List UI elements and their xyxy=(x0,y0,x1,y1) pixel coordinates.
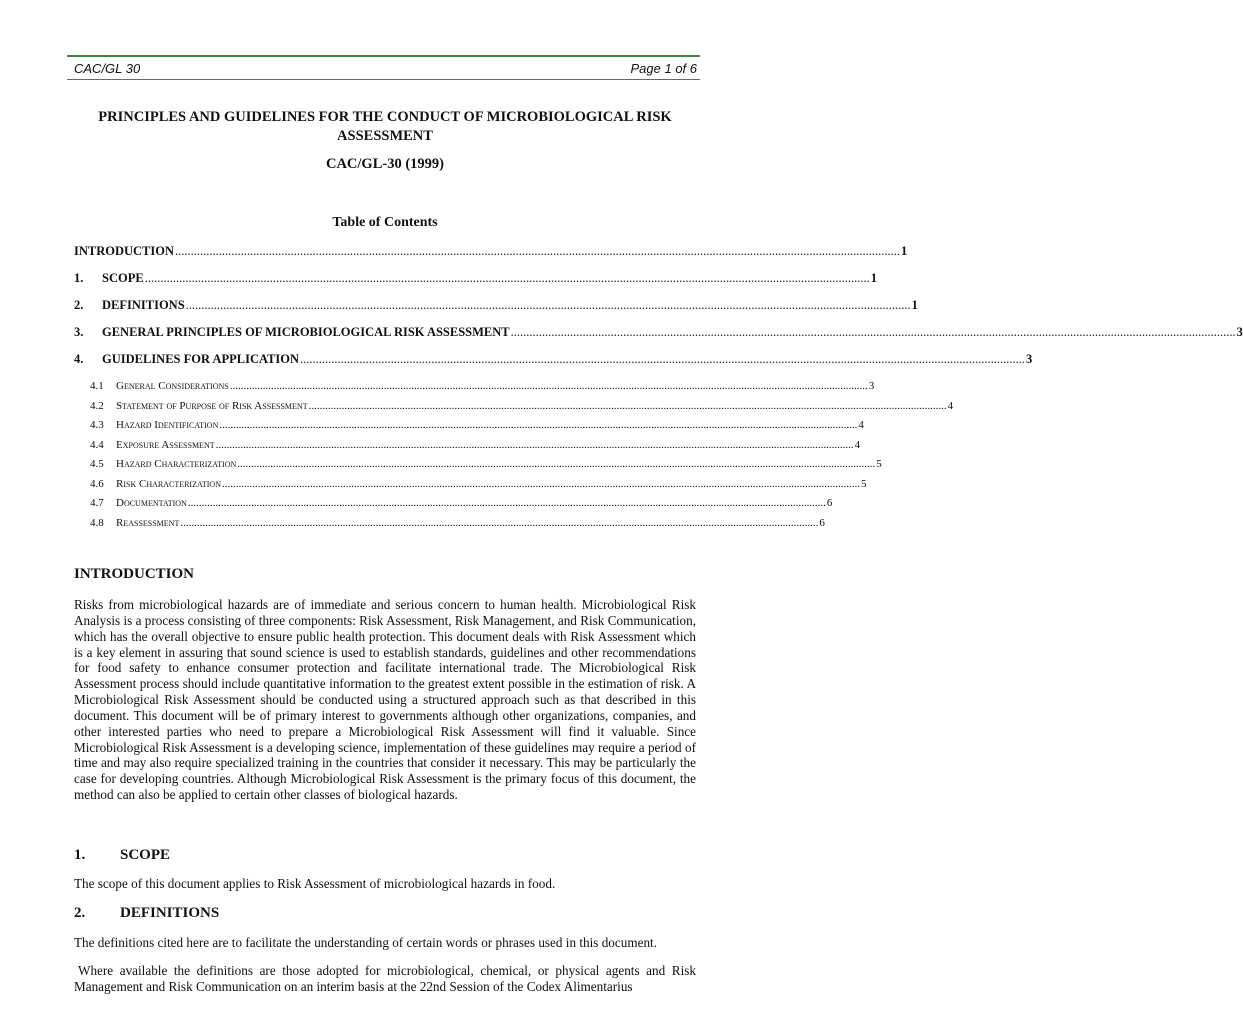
scope-paragraph: The scope of this document applies to Risk Assessment of microbiological hazards in food. xyxy=(74,876,556,891)
toc-subentry[interactable] xyxy=(90,438,861,455)
definitions-paragraph-2: Where available the definitions are those adopted for microbiological, chemical, or physical agents and Risk Management and Risk Communication on an interim basis at the 22nd Session of the Codex Alimentarius xyxy=(74,963,696,994)
toc-entry-number: 1. xyxy=(74,271,84,285)
toc-entry-label: DEFINITIONS xyxy=(102,298,185,312)
toc-subentry[interactable] xyxy=(90,458,882,474)
toc-entry-definitions[interactable] xyxy=(74,298,918,316)
toc-subentry-label: Exposure Assessment xyxy=(116,438,215,451)
introduction-paragraph: Risks from microbiological hazards are of immediate and serious concern to human health. Microbiological Risk Analysis is a process consisting of three components: Risk Assessment, Risk Management, and Risk Communication, which has the overall objective to ensure public health protection. This document deals with Risk Assessment which is a key element in assuring that sound science is used to establish standards, guidelines and other recommendations for food safety to enhance consumer protection and facilitate international trade. The Microbiological Risk Assessment process should include quantitative information to the greatest extent possible in the estimation of risk. A Microbiological Risk Assessment should be conducted using a structured approach such as that described in this document. This document will be of primary interest to governments although other organizations, companies, and other interested parties who need to prepare a Microbiological Risk Assessment will find it valuable. Since Microbiological Risk Assessment is a developing science, implementation of these guidelines may require a period of time and may also require specialized training in the countries that consider it necessary. This may be particularly the case for developing countries. Although Microbiological Risk Assessment is the primary focus of this document, the method can also be applied to certain other classes of biological hazards. xyxy=(74,597,696,803)
toc-entry-page: 1 xyxy=(911,298,918,312)
toc-leader: ........................................................................................................................................................................................................................................ xyxy=(144,271,870,285)
document-subtitle: CAC/GL-30 (1999) xyxy=(325,156,444,172)
toc-leader: ........................................................................................................................................................................................................................................ xyxy=(175,244,901,258)
toc-entry-label: GUIDELINES FOR APPLICATION xyxy=(102,352,300,366)
toc-subentry[interactable] xyxy=(90,399,954,416)
section-number: 1. xyxy=(74,847,86,863)
introduction-heading: INTRODUCTION xyxy=(74,566,195,582)
section-title: SCOPE xyxy=(120,847,171,863)
toc-subentry-number: 4.4 xyxy=(90,438,104,451)
toc-subentry-label: Reassessment xyxy=(116,516,180,529)
toc-heading: Table of Contents xyxy=(332,215,438,230)
scope-heading xyxy=(74,847,170,864)
toc-entry-number: 4. xyxy=(74,352,84,366)
toc-subentry-label: Risk Characterization xyxy=(116,477,221,490)
toc-subentry-label: Hazard Characterization xyxy=(116,458,237,470)
toc-subentry-number: 4.7 xyxy=(90,497,104,509)
toc-subentry-label: Statement of Purpose of Risk Assessment xyxy=(116,399,308,412)
toc-subentry[interactable] xyxy=(90,477,867,494)
toc-subentry[interactable] xyxy=(90,497,833,513)
toc-leader: ........................................................................................................................................................................................................................................ xyxy=(229,380,868,392)
toc-subentry-number: 4.2 xyxy=(90,399,104,412)
toc-entry-number: 3. xyxy=(74,325,84,339)
toc-subentry-page: 6 xyxy=(826,497,833,509)
page-number: Page 1 of 6 xyxy=(630,61,697,76)
toc-entry-label: INTRODUCTION xyxy=(74,244,175,258)
toc-entry-page: 3 xyxy=(1236,325,1243,339)
toc-leader: ........................................................................................................................................................................................................................................ xyxy=(185,298,911,312)
toc-leader: ........................................................................................................................................................................................................................................ xyxy=(237,458,876,470)
toc-subentry-page: 6 xyxy=(819,516,825,529)
toc-entry-label: GENERAL PRINCIPLES OF MICROBIOLOGICAL RISK ASSESSMENT xyxy=(102,325,510,339)
toc-subentry-page: 5 xyxy=(876,458,882,470)
toc-subentry-number: 4.8 xyxy=(90,516,104,529)
toc-subentry[interactable] xyxy=(90,419,864,435)
toc-leader: ........................................................................................................................................................................................................................................ xyxy=(308,399,947,412)
title-line-2: ASSESSMENT xyxy=(337,128,433,144)
toc-entry-page: 1 xyxy=(901,244,908,258)
toc-entry-number: 2. xyxy=(74,298,84,312)
toc-leader: ........................................................................................................................................................................................................................................ xyxy=(221,477,860,490)
toc-entry-introduction[interactable] xyxy=(74,244,908,262)
toc-subentry-number: 4.3 xyxy=(90,419,104,431)
toc-subentry-page: 5 xyxy=(860,477,867,490)
toc-entry-guidelines[interactable] xyxy=(74,352,1033,370)
section-number: 2. xyxy=(74,905,86,921)
toc-entry-scope[interactable] xyxy=(74,271,877,289)
toc-entry-page: 3 xyxy=(1026,352,1033,366)
definitions-heading xyxy=(74,905,219,922)
toc-subentry-number: 4.6 xyxy=(90,477,104,490)
toc-subentry-page: 3 xyxy=(868,380,875,392)
toc-subentry-label: Hazard Identification xyxy=(116,419,219,431)
toc-subentry[interactable] xyxy=(90,380,875,396)
toc-leader: ........................................................................................................................................................................................................................................ xyxy=(510,325,1236,339)
page-header xyxy=(67,55,700,80)
toc-leader: ........................................................................................................................................................................................................................................ xyxy=(187,497,826,509)
toc-leader: ........................................................................................................................................................................................................................................ xyxy=(219,419,858,431)
toc-subentry-label: Documentation xyxy=(116,497,187,509)
document-code: CAC/GL 30 xyxy=(74,61,141,76)
toc-subentry-label: General Considerations xyxy=(116,380,229,392)
document-title xyxy=(70,108,700,146)
toc-leader: ........................................................................................................................................................................................................................................ xyxy=(180,516,819,529)
toc-entry-label: SCOPE xyxy=(102,271,144,285)
toc-leader: ........................................................................................................................................................................................................................................ xyxy=(215,438,854,451)
toc-subentry-page: 4 xyxy=(947,399,954,412)
section-title: DEFINITIONS xyxy=(120,905,220,921)
toc-subentry-number: 4.1 xyxy=(90,380,104,392)
toc-subentry-number: 4.5 xyxy=(90,458,104,470)
toc-subentry-page: 4 xyxy=(858,419,864,431)
definitions-paragraph-1: The definitions cited here are to facilitate the understanding of certain words or phrases used in this document. xyxy=(74,935,657,950)
toc-subentry[interactable] xyxy=(90,516,825,533)
toc-leader: ........................................................................................................................................................................................................................................ xyxy=(300,352,1026,366)
toc-entry-general-principles[interactable] xyxy=(74,325,1243,343)
toc-subentry-page: 4 xyxy=(854,438,861,451)
title-line-1: PRINCIPLES AND GUIDELINES FOR THE CONDUCT OF MICROBIOLOGICAL RISK xyxy=(98,109,672,125)
toc-entry-page: 1 xyxy=(870,271,877,285)
